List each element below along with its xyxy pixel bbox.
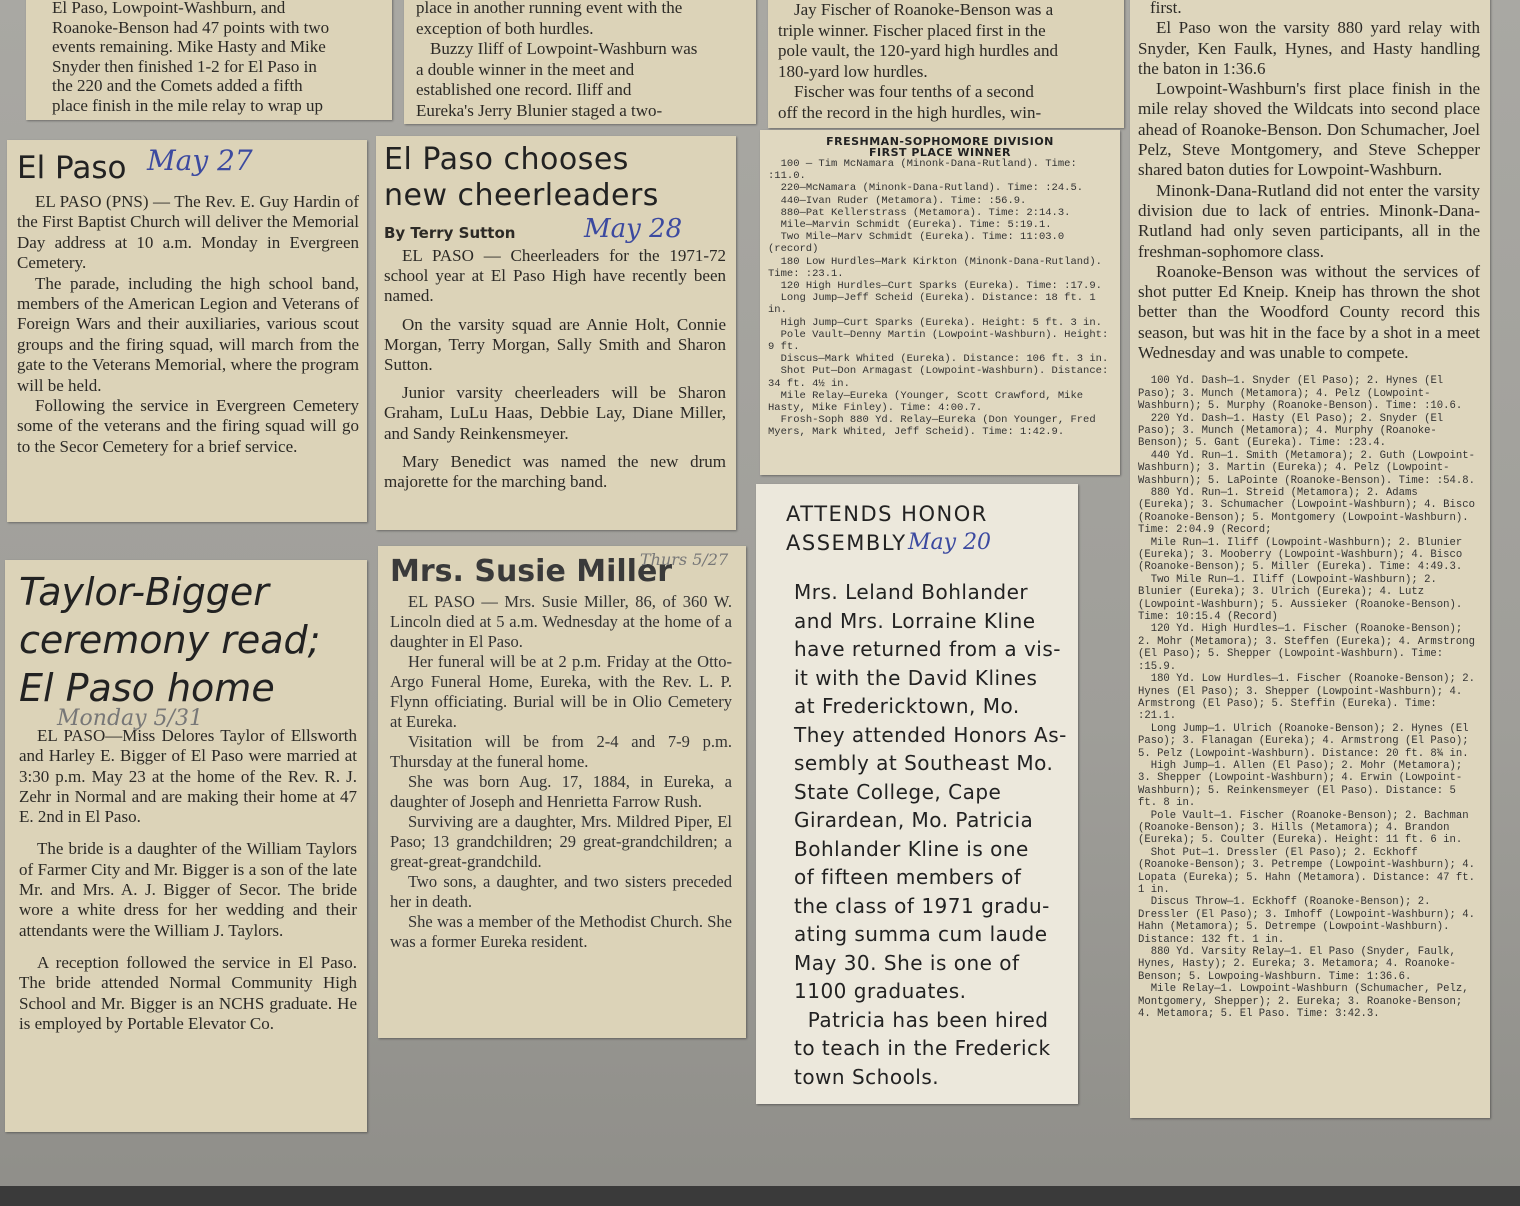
text-line: Jay Fischer of Roanoke-Benson was a bbox=[794, 0, 1054, 19]
paragraph: Roanoke-Benson was without the services of shot putter Ed Kneip. Kneip has thrown the shot better than the Woodford County record this season, but was hit in the face by a shot in a meet Wednesday and was unable to compete. bbox=[1138, 261, 1480, 363]
text-line: a double winner in the meet and bbox=[416, 59, 635, 79]
byline: By Terry Sutton bbox=[384, 224, 516, 242]
paragraph: Lowpoint-Washburn's first place finish in the mile relay shoved the Wildcats into second place ahead of Roanoke-Benson. Don Schumacher, Joel Pelz, Steve Montgomery, and Steve Schepper shared baton duties for Lowpoint-Washburn. bbox=[1138, 79, 1480, 180]
paragraph: EL PASO — Cheerleaders for the 1971-72 school year at El Paso High have recently been named. bbox=[384, 246, 726, 306]
results-subheading: FIRST PLACE WINNER bbox=[869, 146, 1011, 159]
results-heading: FRESHMAN-SOPHOMORE DIVISION bbox=[826, 135, 1054, 148]
headline-line: ASSEMBLY bbox=[786, 531, 907, 555]
text-line: Bohlander Kline is one bbox=[794, 836, 1029, 861]
text-line: have returned from a vis- bbox=[794, 637, 1061, 661]
paragraph: Minonk-Dana-Rutland did not enter the varsity division due to lack of entries. Minonk-Dana-Rutland had only seven participants, all in the freshman-sophomore class. bbox=[1138, 180, 1480, 261]
headline-line: El Paso chooses bbox=[384, 142, 629, 177]
paragraph: The bride is a daughter of the William Taylors of Farmer City and Mr. Bigger is a son of the late Mr. and Mrs. A. J. Bigger of Secor. The bride wore a white dress for her wedding and their attendants were the William J. Taylors. bbox=[19, 839, 357, 940]
fresh-soph-results: 100 — Tim McNamara (Minonk-Dana-Rutland). Time: :11.0. 220—McNamara (Minonk-Dana-Rutland). Time: :24.5. 440—Ivan Ruder (Metamora). Time: :56.9. 880—Pat Kellerstrass (Metamora). Time: 2:14.3. Mile—Marvin Schmidt (Eureka). Time: 5:19.1. Two Mile—Marv Schmidt (Eureka). Time: 11:03.0 (record) 180 Low Hurdles—Mark Kirkton (Minonk-Dana-Rutland). Time: :23.1. 120 High Hurdles—Curt Sparks (Eureka). Time: :17.9. Long Jump—Jeff Scheid (Eureka). Distance: 18 ft. 1 in. High Jump—Curt Sparks (Eureka). Height: 5 ft. 3 in. Pole Vault—Denny Martin (Lowpoint-Washburn). Height: 9 ft. Discus—Mark Whited (Eureka). Distance: 106 ft. 3 in. Shot Put—Don Armagast (Lowpoint-Washburn). Distance: 34 ft. 4½ in. Mile Relay—Eureka (Younger, Scott Crawford, Mike Hasty, Mike Finley). Time: 4:00.7. Frosh-Soph 880 Yd. Relay—Eureka (Don Younger, Fred Myers, Mark Whited, Jeff Scheid). Time: 1:42.9. bbox=[768, 158, 1109, 439]
text-line: May 30. She is one of bbox=[794, 950, 1020, 975]
varsity-results: 100 Yd. Dash—1. Snyder (El Paso); 2. Hynes (El Paso); 3. Munch (Metamora); 4. Pelz (Lowpoint-Washburn); 5. Murphy (Roanoke-Benson). Time: :10.6. 220 Yd. Dash—1. Hasty (El Paso); 2. Snyder (El Paso); 3. Munch (Metamora); 4. Murphy (Roanoke-Benson); 5. Gant (Eureka). Time: :23.4. 440 Yd. Run—1. Smith (Metamora); 2. Guth (Lowpoint-Washburn); 3. Martin (Eureka); 4. Pelz (Lowpoint-Washburn); 5. LaPointe (Roanoke-Benson). Time: :54.8. 880 Yd. Run—1. Streid (Metamora); 2. Adams (Eureka); 3. Schumacher (Lowpoint-Washburn); 4. Bisco (Roanoke-Benson); 5. Montgomery (Lowpoint-Washburn). Time: 2:04.9 (Record; Mile Run—1. Iliff (Lowpoint-Washburn); 2. Blunier (Eureka); 3. Mooberry (Lowpoint-Washburn); 4. Bisco (Roanoke-Benson); 5. Miller (Eureka). Time: 4:49.3. Two Mile Run—1. Iliff (Lowpoint-Washburn); 2. Blunier (Eureka); 3. Ulrich (Eureka); 4. Lutz (Lowpoint-Washburn); 5. Aussieker (Roanoke-Benson). Time: 10:15.4 (Record) 120 Yd. High Hurdles—1. Fischer (Roanoke-Benson); 2. Mohr (Metamora); 3. Steffen (Eureka); 4. Armstrong (El Paso); 5. Shepper (Lowpoint-Washburn). Time: :15.9. 180 Yd. Low Hurdles—1. Fischer (Roanoke-Benson); 2. Hynes (El Paso); 3. Shepper (Lowpoint-Washburn); 4. Armstrong (El Paso); 5. Steffin (Eureka). Time: :21.1. Long Jump—1. Ulrich (Roanoke-Benson); 2. Hynes (El Paso); 3. Flanagan (Eureka); 4. Armstrong (El Paso); 5. Pelz (Lowpoint-Washburn). Distance: 20 ft. 8¾ in. High Jump—1. Allen (El Paso); 2. Mohr (Metamora); 3. Shepper (Lowpoint-Washburn); 4. Erwin (Lowpoint-Washburn); 5. Reinkensmeyer (El Paso). Distance: 5 ft. 8 in. Pole Vault—1. Fischer (Roanoke-Benson); 2. Bachman (Roanoke-Benson); 3. Hills (Metamora); 4. Brandon (Eureka); 5. Coulter (Eureka). Height: 11 ft. 6 in. Shot Put—1. Dressler (El Paso); 2. Eckhoff (Roanoke-Benson); 3. Petrempe (Lowpoint-Washburn); 4. Lopata (Eureka); 5. Hahn (Metamora). Distance: 47 ft. 1 in. Discus Throw—1. Eckhoff (Roanoke-Benson); 2. Dressler (El Paso); 3. Imhoff (Lowpoint-Washburn); 4. Hahn (Metamora); 5. Detrempe (Lowpoint-Washburn). Distance: 132 ft. 1 in. 880 Yd. Varsity Relay—1. El Paso (Snyder, Faulk, Hynes, Hasty); 2. Eureka; 3. Metamora; 4. Roanoke-Benson; 5. Lowpoing-Washburn. Time: 1:36.6. Mile Relay—1. Lowpoint-Washburn (Schumacher, Pelz, Montgomery, Shepper); 2. Eureka; 3. Roanoke-Benson; 4. Metamora; 5. El Paso. Time: 3:42.3. bbox=[1138, 375, 1475, 1021]
clip-top-right-mid bbox=[768, 0, 1124, 128]
text-line: Roanoke-Benson had 47 points with two bbox=[52, 17, 330, 37]
paragraph: Her funeral will be at 2 p.m. Friday at the Otto-Argo Funeral Home, Eureka, with the Rev. L. P. Flynn officiating. Burial will be in Olio Cemetery at Eureka. bbox=[390, 652, 732, 731]
clip-el-paso-memorial bbox=[7, 140, 367, 522]
paragraph: She was born Aug. 17, 1884, in Eureka, a daughter of Joseph and Henrietta Farrow Rush. bbox=[390, 772, 732, 811]
text-line: Mrs. Leland Bohlander bbox=[794, 580, 1029, 604]
paragraph: Visitation will be from 2-4 and 7-9 p.m. Thursday at the funeral home. bbox=[390, 732, 732, 771]
headline-line: new cheerleaders bbox=[384, 178, 659, 213]
text-line: off the record in the high hurdles, win- bbox=[778, 102, 1042, 122]
paragraph: Mary Benedict was named the new drum majorette for the marching band. bbox=[384, 451, 726, 492]
text-line: They attended Honors As- bbox=[794, 722, 1067, 747]
article-headline: El Paso bbox=[17, 150, 127, 186]
handwritten-date: May 28 bbox=[584, 214, 683, 244]
clip-cheerleaders bbox=[376, 136, 736, 530]
text-line: exception of both hurdles. bbox=[416, 18, 594, 38]
text-line: triple winner. Fischer placed first in the bbox=[778, 20, 1046, 40]
clip-top-mid bbox=[404, 0, 756, 124]
text-line: place finish in the mile relay to wrap up bbox=[52, 95, 323, 115]
text-line: Buzzy Iliff of Lowpoint-Washburn was bbox=[430, 39, 698, 58]
clip-right-column bbox=[1130, 0, 1490, 1118]
text-line: State College, Cape bbox=[794, 779, 1002, 804]
text-line: Patricia has been hired bbox=[794, 1007, 1049, 1032]
text-line: at Fredericktown, Mo. bbox=[794, 694, 1020, 718]
handwritten-date: May 27 bbox=[147, 144, 253, 177]
text-line: the class of 1971 gradu- bbox=[794, 893, 1050, 918]
handwritten-date: May 20 bbox=[908, 530, 992, 555]
paragraph: first. bbox=[1150, 0, 1182, 17]
text-line: Girardean, Mo. Patricia bbox=[794, 808, 1034, 832]
paragraph: EL PASO—Miss Delores Taylor of Ellsworth and Harley E. Bigger of El Paso were married at 3:30 p.m. May 23 at the home of the Rev. R. J. Zehr in Normal and are making their home at 47 E. 2nd in El Paso. bbox=[19, 726, 357, 827]
paragraph: El Paso won the varsity 880 yard relay with Snyder, Ken Faulk, Hynes, and Hasty handling the baton in 1:36.6 bbox=[1138, 18, 1480, 78]
headline-line: ceremony read; bbox=[19, 618, 321, 662]
text-line: Snyder then finished 1-2 for El Paso in bbox=[52, 56, 317, 76]
text-line: of fifteen members of bbox=[794, 865, 1022, 889]
paragraph: The parade, including the high school band, members of the American Legion and Veterans of Foreign Wars and their auxiliaries, various scout groups and the firing squad, will march from the gate to the Veterans Memorial, where the program will be held. bbox=[17, 273, 359, 395]
text-line: to teach in the Frederick bbox=[794, 1036, 1051, 1060]
paragraph: She was a member of the Methodist Church. She was a former Eureka resident. bbox=[390, 912, 732, 951]
text-line: town Schools. bbox=[794, 1064, 940, 1089]
paragraph: Two sons, a daughter, and two sisters preceded her in death. bbox=[390, 872, 732, 911]
clip-fresh-soph-results bbox=[760, 130, 1120, 475]
text-line: it with the David Klines bbox=[794, 665, 1038, 690]
text-line: and Mrs. Lorraine Kline bbox=[794, 608, 1036, 633]
clip-susie-miller-obituary bbox=[378, 546, 746, 1038]
text-line: ating summa cum laude bbox=[794, 922, 1048, 946]
paragraph: EL PASO — Mrs. Susie Miller, 86, of 360 W. Lincoln died at 5 a.m. Wednesday at the home of a daughter in El Paso. bbox=[390, 592, 732, 651]
text-line: 180-yard low hurdles. bbox=[778, 61, 928, 81]
text-line: sembly at Southeast Mo. bbox=[794, 751, 1054, 775]
article-headline: Mrs. Susie Miller bbox=[390, 554, 673, 589]
text-line: events remaining. Mike Hasty and Mike bbox=[52, 37, 326, 57]
paragraph: Junior varsity cheerleaders will be Sharon Graham, LuLu Haas, Debbie Lay, Diane Miller, and Sandy Reinkensmeyer. bbox=[384, 383, 726, 443]
paragraph: Following the service in Evergreen Cemetery some of the veterans and the firing squad will go to the Secor Cemetery for a brief service. bbox=[17, 396, 359, 456]
text-line: Fischer was four tenths of a second bbox=[794, 82, 1034, 101]
text-line: 1100 graduates. bbox=[794, 979, 967, 1003]
paragraph: A reception followed the service in El Paso. The bride attended Normal Community High School and Mr. Bigger is an NCHS graduate. He is employed by Portable Elevator Co. bbox=[19, 952, 357, 1033]
headline-line: Taylor-Bigger bbox=[19, 570, 269, 614]
text-line: the 220 and the Comets added a fifth bbox=[52, 76, 303, 96]
text-line: established one record. Iliff and bbox=[416, 80, 632, 99]
headline-line: El Paso home bbox=[19, 666, 275, 710]
text-line: place in another running event with the bbox=[416, 0, 683, 17]
handwritten-date: Monday 5/31 bbox=[57, 706, 203, 731]
paragraph: Surviving are a daughter, Mrs. Mildred Piper, El Paso; 13 grandchildren; 29 great-grandchildren; a great-great-grandchild. bbox=[390, 812, 732, 871]
clip-taylor-bigger bbox=[5, 560, 367, 1132]
clip-honor-assembly bbox=[756, 484, 1078, 1104]
clip-top-left bbox=[26, 0, 392, 120]
text-line: pole vault, the 120-yard high hurdles and bbox=[778, 41, 1058, 60]
text-line: El Paso, Lowpoint-Washburn, and bbox=[52, 0, 286, 17]
paragraph: On the varsity squad are Annie Holt, Connie Morgan, Terry Morgan, Sally Smith and Sharon Sutton. bbox=[384, 314, 726, 375]
paragraph: EL PASO (PNS) — The Rev. E. Guy Hardin of the First Baptist Church will deliver the Memorial Day address at 10 a.m. Monday in Evergreen Cemetery. bbox=[17, 192, 359, 273]
headline-line: ATTENDS HONOR bbox=[786, 502, 988, 526]
text-line: Eureka's Jerry Blunier staged a two- bbox=[416, 100, 663, 120]
handwritten-date: Thurs 5/27 bbox=[640, 550, 729, 569]
page-edge bbox=[0, 1186, 1520, 1206]
